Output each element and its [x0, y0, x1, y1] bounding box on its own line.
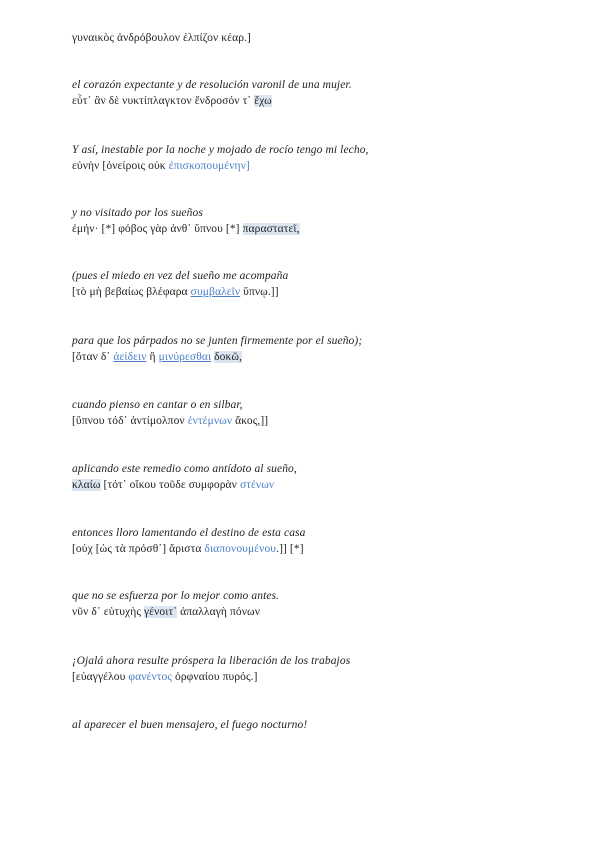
greek-verse-line	[72, 542, 304, 556]
greek-verse-line	[72, 478, 274, 492]
greek-text: [οὐχ [ὡς τὰ πρόσθ᾽] ἄριστα	[72, 543, 205, 555]
marked-word: ἐπισκοπουμένην]	[168, 160, 250, 172]
greek-text: [τότ᾽ οἴκου τοῦδε συμφορὰν	[100, 479, 240, 491]
greek-text: ἄκος,]]	[232, 415, 269, 427]
spanish-translation-line: entonces lloro lamentando el destino de esta casa	[72, 527, 306, 539]
greek-text: νῦν δ᾽ εὐτυχὴς	[72, 606, 144, 618]
spanish-translation-line: cuando pienso en cantar o en silbar,	[72, 399, 243, 411]
greek-text: εὐνὴν [ὀνείροις οὐκ	[72, 160, 169, 172]
greek-verse-line	[72, 285, 279, 299]
marked-word: ἐντέμνων	[187, 415, 233, 427]
underlined-word: συμβαλεῖν	[190, 286, 241, 298]
greek-text: ὀρφναίου πυρός.]	[172, 671, 258, 683]
marked-word: διαπονουμένου	[204, 543, 277, 555]
greek-text: .]] [*]	[276, 543, 304, 555]
greek-text: εὖτ᾽ ἂν δὲ νυκτίπλαγκτον ἔνδροσόν τ᾽	[72, 95, 255, 107]
spanish-translation-line: ¡Ojalá ahora resulte próspera la liberación de los trabajos	[72, 655, 351, 667]
greek-text: ἀπαλλαγὴ πόνων	[177, 606, 260, 618]
greek-verse-line	[72, 350, 242, 364]
greek-text: [ὕπνου τόδ᾽ ἀντίμολπον	[72, 415, 188, 427]
spanish-translation-line: y no visitado por los sueños	[72, 207, 203, 219]
greek-text: ἐμήν· [*] φόβος γὰρ ἀνθ᾽ ὕπνου [*]	[72, 223, 243, 235]
marked-word: φανέντος	[128, 671, 172, 683]
greek-verse-line	[72, 414, 268, 428]
greek-text: [εὐαγγέλου	[72, 671, 129, 683]
greek-verse-line	[72, 159, 250, 173]
spanish-translation-line: que no se esfuerza por lo mejor como antes.	[72, 590, 280, 602]
spanish-translation-line: aplicando este remedio como antídoto al sueño,	[72, 463, 297, 475]
greek-text: [τὸ μὴ βεβαίως βλέφαρα	[72, 286, 191, 298]
highlighted-word: δοκῶ,	[214, 351, 243, 363]
spanish-translation-line: (pues el miedo en vez del sueño me acompaña	[72, 270, 289, 282]
marked-word: στένων	[239, 479, 275, 491]
greek-verse-line	[72, 670, 258, 684]
spanish-translation-line: Y así, inestable por la noche y mojado de rocío tengo mi lecho,	[72, 144, 369, 156]
greek-verse-line	[72, 94, 272, 108]
greek-verse-line	[72, 31, 251, 45]
greek-text: [ὅταν δ᾽	[72, 351, 114, 363]
underlined-word: ἀείδειν	[113, 351, 147, 363]
highlighted-word: παραστατεῖ,	[242, 223, 300, 235]
greek-text: ἢ	[146, 351, 159, 363]
underlined-word: μινύρεσθαι	[158, 351, 212, 363]
greek-verse-line	[72, 222, 300, 236]
greek-text: ὕπνῳ.]]	[240, 286, 279, 298]
highlighted-word: ἔχω	[254, 95, 272, 107]
highlighted-word: γένοιτ᾽	[143, 606, 178, 618]
greek-text: γυναικὸς ἀνδρόβουλον ἐλπίζον κέαρ.]	[72, 32, 251, 44]
highlighted-word: κλαίω	[72, 479, 101, 491]
greek-verse-line	[72, 605, 260, 619]
spanish-translation-line: el corazón expectante y de resolución varonil de una mujer.	[72, 79, 352, 91]
spanish-translation-line: al aparecer el buen mensajero, el fuego nocturno!	[72, 719, 308, 731]
spanish-translation-line: para que los párpados no se junten firmemente por el sueño);	[72, 335, 363, 347]
